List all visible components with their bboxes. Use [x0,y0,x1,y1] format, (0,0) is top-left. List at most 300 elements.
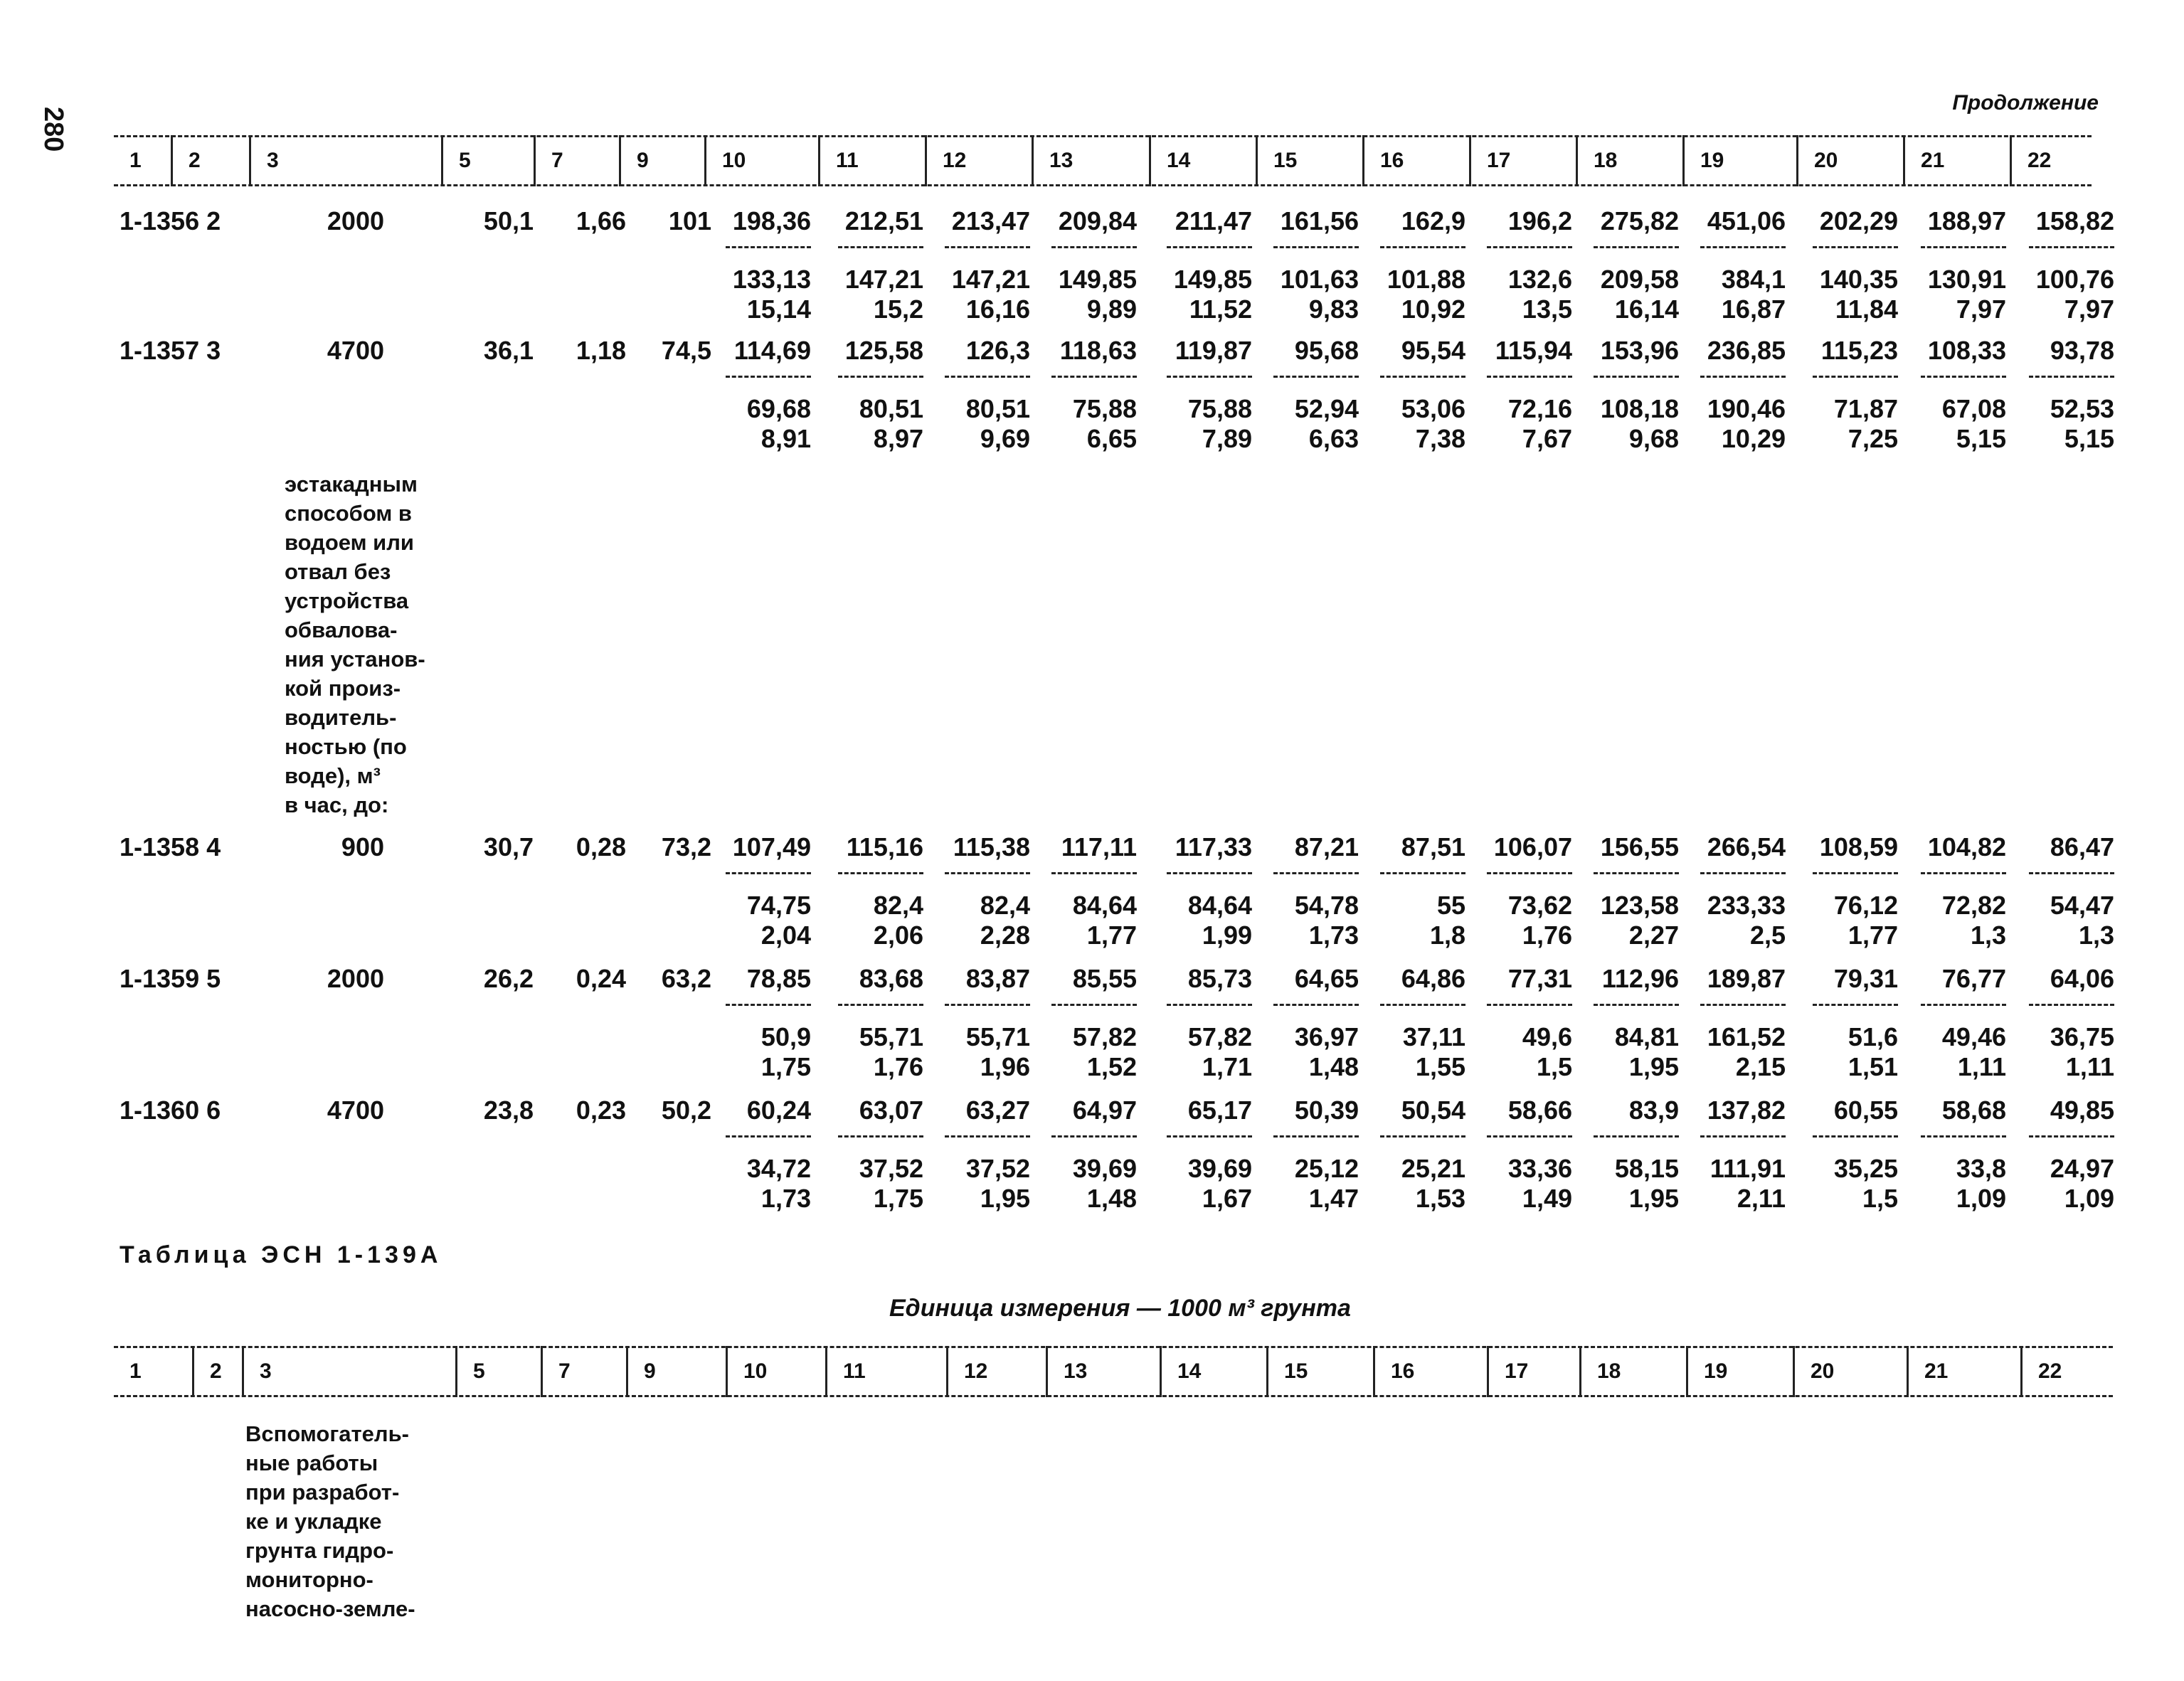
column-header-21: 21 [1903,135,2010,186]
fraction-line [1813,246,1898,248]
column-header-22: 22 [2010,135,2092,186]
cell-value-top: 188,97 [1927,206,2006,235]
column-header-15: 15 [1266,1346,1373,1397]
cell-col7: 0,28 [576,832,626,861]
fraction-line [726,872,811,874]
fraction-line [1380,872,1465,874]
cell-value-top: 209,84 [1058,206,1137,235]
fraction-line [1594,376,1679,378]
fraction-line [838,1004,923,1006]
cell-value-mid: 37,11 [1402,1022,1465,1051]
cell-value-mid: 33,8 [1956,1154,2006,1183]
cell-value-mid: 132,6 [1507,265,1572,294]
cell-value-mid: 57,82 [1187,1022,1252,1051]
cell-value-bottom: 1,52 [1086,1052,1137,1081]
column-header-14: 14 [1149,135,1256,186]
description-line: отвал без [285,559,391,584]
column-header-7: 7 [541,1346,626,1397]
cell-value-bottom: 2,11 [1737,1184,1786,1213]
cell-value-top: 58,66 [1507,1096,1572,1125]
cell-col9: 74,5 [661,336,711,365]
column-header-5: 5 [441,135,534,186]
column-header-7: 7 [534,135,619,186]
row-code: 1-1356 2 [120,206,221,235]
cell-value-bottom: 1,53 [1415,1184,1465,1213]
cell-value-bottom: 1,76 [873,1052,923,1081]
column-header-row [114,135,2092,186]
cell-value-bottom: 1,09 [2064,1184,2114,1213]
cell-value-top: 137,82 [1707,1096,1786,1125]
column-header-row-2 [114,1346,2113,1397]
cell-value-bottom: 7,89 [1202,424,1252,453]
column-header-15: 15 [1256,135,1362,186]
cell-value-top: 161,56 [1280,206,1359,235]
cell-value-mid: 101,88 [1387,265,1465,294]
cell-value-mid: 53,06 [1401,394,1465,423]
cell-value-top: 117,33 [1175,832,1252,861]
cell-value-bottom: 1,76 [1522,921,1572,950]
fraction-line [1813,1004,1898,1006]
cell-value-mid: 133,13 [732,265,811,294]
table-title: Таблица ЭСН 1-139А [120,1241,442,1268]
cell-value-mid: 54,78 [1294,891,1359,920]
cell-value-top: 115,23 [1820,336,1898,365]
cell-value-bottom: 1,5 [1862,1184,1898,1213]
fraction-line [1487,1135,1572,1138]
cell-value-bottom: 16,14 [1614,295,1679,324]
cell-value-top: 65,17 [1187,1096,1252,1125]
fraction-line [1700,872,1786,874]
cell-value-mid: 76,12 [1833,891,1898,920]
fraction-line [945,246,1030,248]
cell-value-top: 64,65 [1294,964,1359,993]
fraction-line [945,872,1030,874]
cell-value-top: 213,47 [951,206,1030,235]
cell-value-top: 87,21 [1294,832,1359,861]
fraction-line [1167,376,1252,378]
cell-value-top: 78,85 [746,964,811,993]
fraction-line [1813,376,1898,378]
cell-value-bottom: 15,2 [873,295,923,324]
cell-value-mid: 84,64 [1072,891,1137,920]
column-header-13: 13 [1046,1346,1160,1397]
column-header-18: 18 [1579,1346,1686,1397]
cell-value-top: 266,54 [1707,832,1786,861]
cell-value-bottom: 5,15 [1956,424,2006,453]
fraction-line [726,1004,811,1006]
fraction-line [2029,1004,2114,1006]
cell-value-top: 114,69 [733,336,811,365]
description-line: в час, до: [285,792,389,817]
cell-value-bottom: 1,73 [1308,921,1359,950]
cell-value-mid: 36,75 [2050,1022,2114,1051]
cell-value-top: 76,77 [1941,964,2006,993]
cell-value-bottom: 1,51 [1848,1052,1898,1081]
cell-value-mid: 25,21 [1401,1154,1465,1183]
cell-value-bottom: 10,29 [1721,424,1786,453]
cell-col7: 0,24 [576,964,626,993]
cell-value-mid: 149,85 [1058,265,1137,294]
cell-value-mid: 140,35 [1819,265,1898,294]
cell-value-mid: 80,51 [859,394,923,423]
cell-value-top: 104,82 [1927,832,2006,861]
cell-value-top: 60,24 [746,1096,811,1125]
cell-value-bottom: 8,97 [873,424,923,453]
cell-value-mid: 233,33 [1707,891,1786,920]
cell-value-mid: 80,51 [965,394,1030,423]
cell-value-mid: 71,87 [1833,394,1898,423]
column-header-11: 11 [818,135,925,186]
auxiliary-works-description [245,1419,438,1623]
cell-value-bottom: 1,47 [1308,1184,1359,1213]
fraction-line [1921,376,2006,378]
cell-value-top: 117,11 [1061,832,1137,861]
fraction-line [1594,872,1679,874]
cell-value-mid: 55,71 [859,1022,923,1051]
cell-value-mid: 67,08 [1941,394,2006,423]
cell-col5: 23,8 [483,1096,534,1125]
cell-value-mid: 50,9 [760,1022,811,1051]
cell-value-bottom: 1,48 [1086,1184,1137,1213]
cell-value-bottom: 7,25 [1848,424,1898,453]
fraction-line [1273,1004,1359,1006]
cell-value-top: 451,06 [1707,206,1786,235]
column-header-2: 2 [171,135,249,186]
cell-value-bottom: 1,09 [1956,1184,2006,1213]
cell-value-mid: 101,63 [1280,265,1359,294]
fraction-line [1487,872,1572,874]
cell-value-mid: 51,6 [1848,1022,1898,1051]
cell-value-top: 83,9 [1628,1096,1679,1125]
cell-value-mid: 39,69 [1187,1154,1252,1183]
description-line: эстакадным [285,472,418,497]
cell-value-bottom: 1,73 [760,1184,811,1213]
fraction-line [1273,872,1359,874]
cell-value-bottom: 11,52 [1189,295,1252,324]
cell-value-top: 108,33 [1927,336,2006,365]
cell-value-top: 108,59 [1819,832,1898,861]
fraction-line [2029,1135,2114,1138]
cell-value-bottom: 6,65 [1086,424,1137,453]
cell-value-top: 198,36 [732,206,811,235]
fraction-line [726,1135,811,1138]
column-header-17: 17 [1487,1346,1579,1397]
cell-value-mid: 75,88 [1187,394,1252,423]
unit-caption: Единица измерения — 1000 м³ грунта [889,1295,1351,1322]
column-header-20: 20 [1793,1346,1907,1397]
cell-value-bottom: 2,04 [760,921,811,950]
cell-value-top: 202,29 [1819,206,1898,235]
fraction-line [838,1135,923,1138]
description-line: устройства [285,588,409,613]
cell-value-mid: 209,58 [1600,265,1679,294]
fraction-line [1051,376,1137,378]
column-header-19: 19 [1686,1346,1793,1397]
cell-value-mid: 37,52 [965,1154,1030,1183]
cell-value-bottom: 1,11 [1957,1052,2006,1081]
cell-value-bottom: 1,77 [1086,921,1137,950]
cell-value-mid: 55 [1436,891,1465,920]
cell-col5: 36,1 [483,336,534,365]
cell-value-bottom: 1,75 [873,1184,923,1213]
cell-value-bottom: 1,8 [1429,921,1465,950]
cell-value-mid: 111,91 [1709,1154,1786,1183]
column-header-12: 12 [925,135,1032,186]
column-header-2: 2 [192,1346,242,1397]
row-code: 1-1360 6 [120,1096,221,1125]
fraction-line [1273,1135,1359,1138]
cell-value-top: 158,82 [2035,206,2114,235]
cell-value-mid: 72,16 [1507,394,1572,423]
cell-value-top: 107,49 [732,832,811,861]
fraction-line [1921,246,2006,248]
fraction-line [1594,1004,1679,1006]
cell-value-top: 85,55 [1072,964,1137,993]
cell-value-bottom: 1,95 [1628,1184,1679,1213]
fraction-line [1921,1135,2006,1138]
fraction-line [1051,1004,1137,1006]
fraction-line [1700,1004,1786,1006]
cell-value-bottom: 7,67 [1522,424,1572,453]
cell-value-top: 86,47 [2050,832,2114,861]
fraction-line [1167,1135,1252,1138]
cell-value-mid: 147,21 [951,265,1030,294]
cell-value-mid: 58,15 [1614,1154,1679,1183]
column-header-21: 21 [1907,1346,2020,1397]
cell-value-bottom: 8,91 [760,424,811,453]
column-header-20: 20 [1796,135,1903,186]
cell-value-mid: 147,21 [844,265,923,294]
cell-value-mid: 161,52 [1707,1022,1786,1051]
cell-value-mid: 75,88 [1072,394,1137,423]
cell-value-bottom: 1,3 [1970,921,2006,950]
cell-col3: 2000 [327,964,384,993]
cell-col7: 1,18 [576,336,626,365]
column-header-13: 13 [1032,135,1149,186]
description-line: водитель- [285,705,397,730]
fraction-line [1051,1135,1137,1138]
cell-value-mid: 74,75 [746,891,811,920]
cell-col9: 63,2 [661,964,711,993]
cell-value-bottom: 7,38 [1415,424,1465,453]
cell-value-top: 106,07 [1493,832,1572,861]
fraction-line [1813,872,1898,874]
column-header-1: 1 [129,1359,142,1383]
cell-value-mid: 25,12 [1294,1154,1359,1183]
cell-value-bottom: 6,63 [1308,424,1359,453]
cell-value-mid: 100,76 [2035,265,2114,294]
column-header-16: 16 [1362,135,1469,186]
cell-value-top: 87,51 [1401,832,1465,861]
description-line: способом в [285,501,412,526]
cell-value-bottom: 2,06 [873,921,923,950]
cell-value-mid: 49,46 [1941,1022,2006,1051]
cell-value-bottom: 1,71 [1202,1052,1252,1081]
description-line: грунта гидро- [245,1538,394,1563]
cell-value-bottom: 1,67 [1202,1184,1252,1213]
cell-value-top: 115,16 [846,832,923,861]
column-header-19: 19 [1682,135,1796,186]
cell-value-top: 112,96 [1601,964,1679,993]
cell-value-top: 189,87 [1707,964,1786,993]
cell-value-top: 118,63 [1059,336,1137,365]
description-line: при разработ- [245,1480,400,1505]
cell-value-bottom: 15,14 [746,295,811,324]
cell-col9: 73,2 [661,832,711,861]
cell-value-top: 93,78 [2050,336,2114,365]
cell-value-mid: 84,81 [1614,1022,1679,1051]
cell-value-mid: 72,82 [1941,891,2006,920]
row-code: 1-1359 5 [120,964,221,993]
fraction-line [2029,376,2114,378]
cell-value-bottom: 9,69 [980,424,1030,453]
fraction-line [1051,246,1137,248]
description-line: воде), м³ [285,763,381,788]
column-header-10: 10 [726,1346,825,1397]
cell-value-bottom: 9,83 [1308,295,1359,324]
cell-col9: 101 [668,206,711,235]
cell-value-mid: 82,4 [873,891,923,920]
cell-col9: 50,2 [661,1096,711,1125]
fraction-line [1700,376,1786,378]
cell-value-mid: 108,18 [1600,394,1679,423]
cell-value-top: 95,68 [1294,336,1359,365]
fraction-line [2029,246,2114,248]
cell-col3: 4700 [327,1096,384,1125]
column-header-10: 10 [704,135,818,186]
column-header-3: 3 [242,1346,455,1397]
fraction-line [2029,872,2114,874]
cell-value-mid: 54,47 [2050,891,2114,920]
cell-value-bottom: 2,15 [1735,1052,1786,1081]
cell-value-mid: 57,82 [1072,1022,1137,1051]
fraction-line [1273,376,1359,378]
fraction-line [1167,246,1252,248]
cell-value-bottom: 5,15 [2064,424,2114,453]
fraction-line [1487,1004,1572,1006]
cell-col5: 30,7 [483,832,534,861]
cell-value-top: 95,54 [1401,336,1465,365]
cell-value-top: 156,55 [1600,832,1679,861]
description-line: ные работы [245,1451,378,1475]
cell-value-mid: 82,4 [980,891,1030,920]
cell-value-top: 60,55 [1833,1096,1898,1125]
cell-value-bottom: 1,95 [1628,1052,1679,1081]
fraction-line [1167,1004,1252,1006]
cell-value-bottom: 1,5 [1536,1052,1572,1081]
cell-value-top: 64,06 [2050,964,2114,993]
fraction-line [838,246,923,248]
row-code: 1-1358 4 [120,832,221,861]
cell-value-mid: 190,46 [1707,394,1786,423]
description-line: кой произ- [285,676,401,701]
cell-value-bottom: 1,11 [2065,1052,2114,1081]
description-line: ния установ- [285,647,425,672]
fraction-line [945,376,1030,378]
cell-col5: 26,2 [483,964,534,993]
cell-value-top: 77,31 [1507,964,1572,993]
column-header-22: 22 [2020,1346,2113,1397]
cell-value-top: 119,87 [1175,336,1252,365]
cell-value-top: 49,85 [2050,1096,2114,1125]
cell-value-mid: 52,94 [1294,394,1359,423]
cell-value-mid: 130,91 [1927,265,2006,294]
cell-value-mid: 24,97 [2050,1154,2114,1183]
cell-value-bottom: 1,3 [2078,921,2114,950]
cell-value-bottom: 2,27 [1628,921,1679,950]
cell-value-top: 63,27 [965,1096,1030,1125]
cell-value-mid: 73,62 [1507,891,1572,920]
cell-value-bottom: 16,16 [965,295,1030,324]
cell-col7: 1,66 [576,206,626,235]
cell-value-top: 211,47 [1175,206,1252,235]
cell-value-top: 79,31 [1833,964,1898,993]
description-line: Вспомогатель- [245,1421,409,1446]
cell-value-mid: 37,52 [859,1154,923,1183]
description-line: насосно-земле- [245,1596,415,1621]
column-header-16: 16 [1373,1346,1487,1397]
cell-value-mid: 35,25 [1833,1154,1898,1183]
fraction-line [1380,246,1465,248]
fraction-line [1380,1004,1465,1006]
cell-value-mid: 69,68 [746,394,811,423]
cell-value-bottom: 7,97 [1956,295,2006,324]
fraction-line [726,376,811,378]
fraction-line [1380,376,1465,378]
fraction-line [1487,246,1572,248]
fraction-line [1921,1004,2006,1006]
cell-value-mid: 84,64 [1187,891,1252,920]
cell-value-bottom: 10,92 [1401,295,1465,324]
cell-value-bottom: 11,84 [1835,295,1898,324]
cell-value-bottom: 13,5 [1522,295,1572,324]
cell-value-bottom: 16,87 [1721,295,1786,324]
cell-value-bottom: 1,48 [1308,1052,1359,1081]
fraction-line [838,376,923,378]
fraction-line [1167,872,1252,874]
fraction-line [1700,246,1786,248]
cell-value-top: 63,07 [859,1096,923,1125]
cell-value-bottom: 7,97 [2064,295,2114,324]
column-header-12: 12 [946,1346,1046,1397]
column-header-18: 18 [1576,135,1682,186]
column-header-3: 3 [249,135,441,186]
description-line: ке и укладке [245,1509,382,1534]
cell-value-top: 115,94 [1495,336,1572,365]
description-line: ностью (по [285,734,407,759]
fraction-line [1051,872,1137,874]
column-header-1: 1 [129,149,142,172]
cell-col3: 900 [341,832,384,861]
cell-value-mid: 123,58 [1600,891,1679,920]
cell-value-top: 83,68 [859,964,923,993]
fraction-line [1921,872,2006,874]
column-header-14: 14 [1160,1346,1266,1397]
description-line: мониторно- [245,1567,373,1592]
cell-value-top: 50,54 [1401,1096,1465,1125]
cell-value-top: 236,85 [1707,336,1786,365]
fraction-line [1380,1135,1465,1138]
cell-value-top: 64,97 [1072,1096,1137,1125]
cell-value-mid: 39,69 [1072,1154,1137,1183]
cell-col3: 2000 [327,206,384,235]
cell-value-bottom: 1,77 [1848,921,1898,950]
row-group-description [285,470,455,820]
column-header-9: 9 [619,135,704,186]
column-header-17: 17 [1469,135,1576,186]
cell-value-top: 275,82 [1600,206,1679,235]
cell-value-bottom: 1,55 [1415,1052,1465,1081]
